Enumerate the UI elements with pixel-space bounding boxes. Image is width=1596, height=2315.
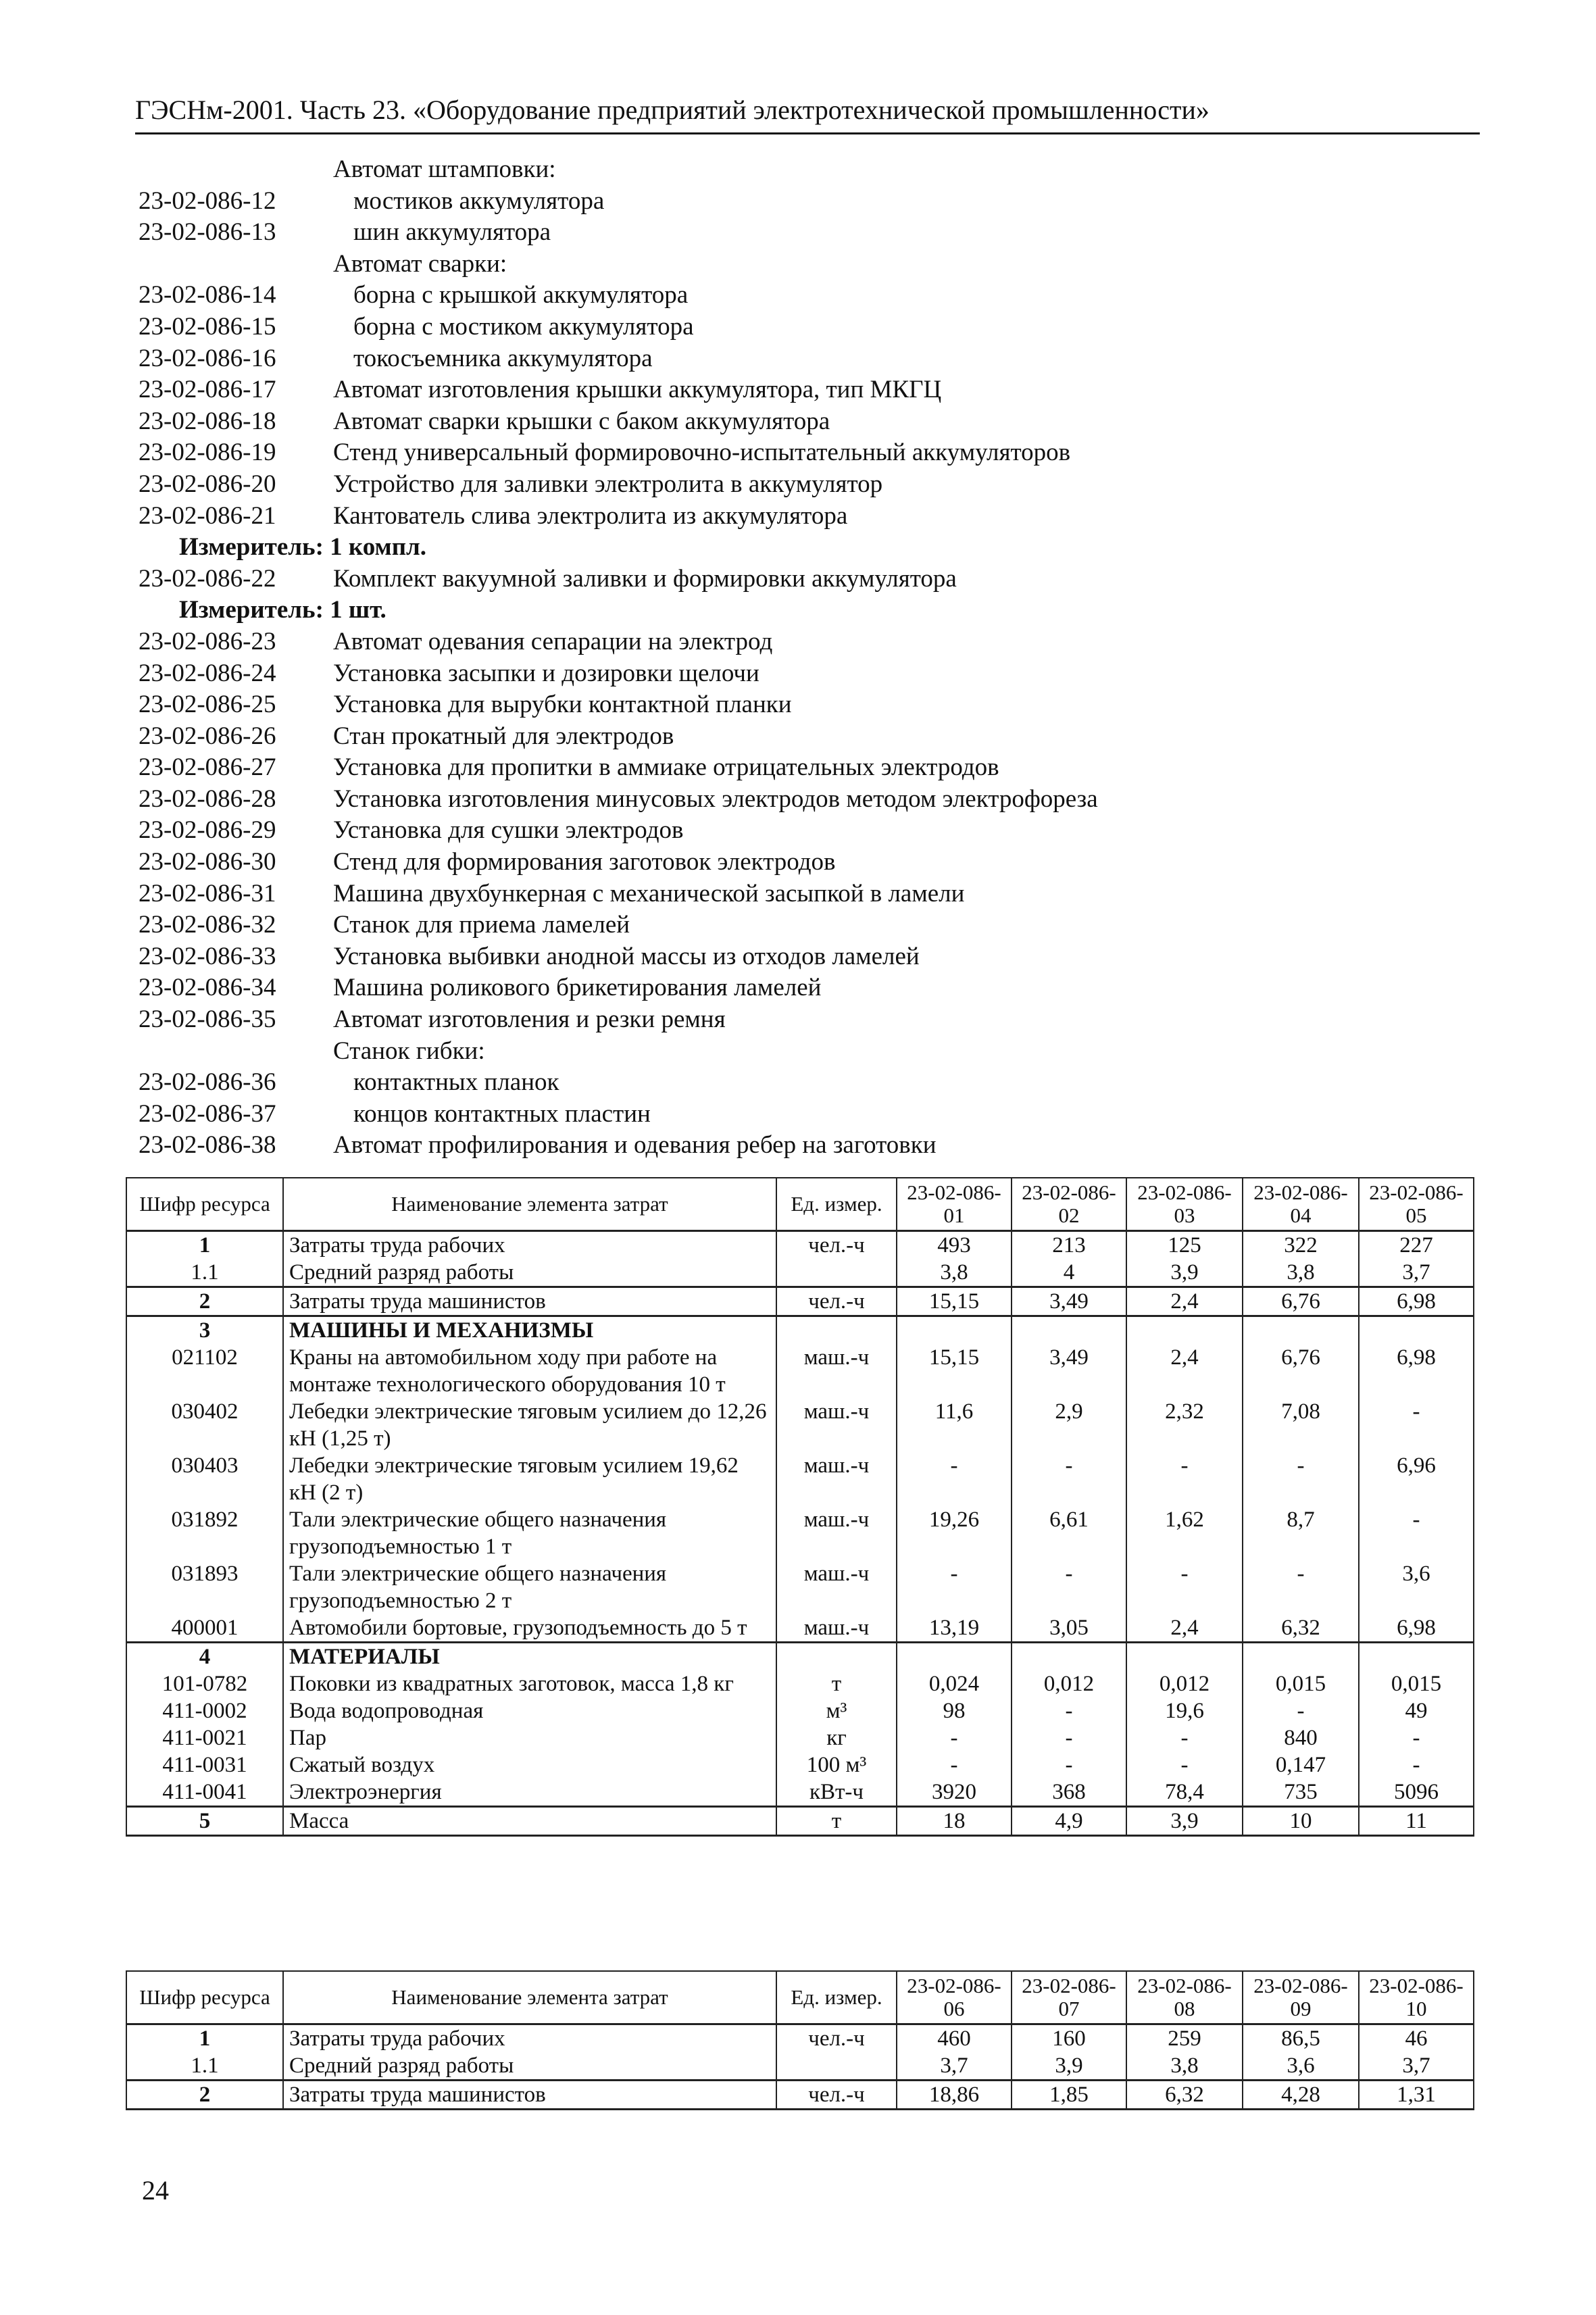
value-cell: 3,8	[1126, 2052, 1243, 2081]
code-list-item	[139, 658, 1463, 690]
code-list-item	[139, 406, 1463, 438]
item-name: Автомат сварки крышки с баком аккумулятора	[333, 407, 830, 435]
resource-code: 021102	[126, 1344, 283, 1398]
item-code: 23-02-086-21	[139, 501, 276, 530]
code-list-item	[139, 501, 1463, 532]
code-list-item	[139, 941, 1463, 973]
table-header-row	[126, 1178, 1474, 1231]
item-code: 23-02-086-20	[139, 470, 276, 498]
value-cell: -	[1012, 1560, 1126, 1614]
value-cell: -	[897, 1724, 1012, 1751]
item-name: Станок гибки:	[333, 1037, 485, 1065]
resource-name: Вода водопроводная	[283, 1697, 776, 1724]
resource-code: 031892	[126, 1506, 283, 1560]
code-list-item	[139, 1036, 1463, 1068]
code-list-item	[139, 721, 1463, 753]
item-code: 23-02-086-27	[139, 753, 276, 782]
code-list-item	[139, 374, 1463, 406]
item-name: концов контактных пластин	[353, 1099, 651, 1128]
table-row	[126, 1259, 1474, 1287]
resource-code: 411-0041	[126, 1778, 283, 1807]
value-cell	[1012, 1316, 1126, 1345]
table-row	[126, 1697, 1474, 1724]
item-code: 23-02-086-34	[139, 974, 276, 1002]
item-name: Установка выбивки анодной массы из отходов ламелей	[333, 942, 920, 970]
item-code: 23-02-086-26	[139, 722, 276, 750]
value-cell: 6,32	[1126, 2081, 1243, 2110]
value-cell: 3,9	[1012, 2052, 1126, 2081]
resource-table-1	[126, 1177, 1474, 1837]
value-cell: 6,76	[1243, 1344, 1359, 1398]
value-cell: 6,98	[1359, 1287, 1474, 1316]
code-list-item	[139, 689, 1463, 721]
table-row	[126, 1398, 1474, 1452]
item-code: 23-02-086-29	[139, 816, 276, 845]
value-cell: 840	[1243, 1724, 1359, 1751]
table-row	[126, 2052, 1474, 2081]
value-cell: 11	[1359, 1807, 1474, 1836]
value-cell: 10	[1243, 1807, 1359, 1836]
value-cell: -	[1359, 1506, 1474, 1560]
value-cell: 19,6	[1126, 1697, 1243, 1724]
value-cell: 3,05	[1012, 1614, 1126, 1643]
code-list-item	[139, 1004, 1463, 1036]
value-cell: 0,015	[1359, 1670, 1474, 1697]
value-cell: 46	[1359, 2024, 1474, 2053]
value-cell: 460	[897, 2024, 1012, 2053]
item-name: борна с мостиком аккумулятора	[353, 312, 694, 341]
resource-code: 411-0002	[126, 1697, 283, 1724]
value-cell	[1359, 1643, 1474, 1671]
resource-code: 4	[126, 1643, 283, 1671]
resource-unit: кг	[776, 1724, 897, 1751]
item-code: 23-02-086-36	[139, 1068, 276, 1097]
value-cell: -	[1359, 1398, 1474, 1452]
value-cell: -	[1012, 1697, 1126, 1724]
item-code: 23-02-086-16	[139, 344, 276, 372]
item-name: токосъемника аккумулятора	[353, 344, 653, 372]
value-cell: 0,012	[1126, 1670, 1243, 1697]
item-name: Стенд для формирования заготовок электродов	[333, 848, 836, 876]
value-cell: 3,8	[897, 1259, 1012, 1287]
value-cell: 15,15	[897, 1344, 1012, 1398]
value-cell: 18	[897, 1807, 1012, 1836]
item-name: Установка изготовления минусовых электродов методом электрофореза	[333, 785, 1098, 813]
value-cell: -	[1126, 1751, 1243, 1778]
resource-unit: маш.-ч	[776, 1452, 897, 1506]
table-row	[126, 1807, 1474, 1836]
resource-code: 2	[126, 2081, 283, 2110]
resource-code: 031893	[126, 1560, 283, 1614]
value-cell: 0,015	[1243, 1670, 1359, 1697]
table-row	[126, 2081, 1474, 2110]
header-column-code: 23-02-086-02	[1012, 1178, 1126, 1231]
value-cell: -	[897, 1452, 1012, 1506]
resource-code: 400001	[126, 1614, 283, 1643]
table-row	[126, 1724, 1474, 1751]
value-cell: 8,7	[1243, 1506, 1359, 1560]
code-list-item	[139, 1099, 1463, 1130]
item-code: 23-02-086-18	[139, 407, 276, 435]
item-name: Стенд универсальный формировочно-испытательный аккумуляторов	[333, 439, 1071, 467]
table-row	[126, 2024, 1474, 2053]
resource-name: Масса	[283, 1807, 776, 1836]
resource-name: Средний разряд работы	[283, 2052, 776, 2081]
header-unit: Ед. измер.	[776, 1178, 897, 1231]
resource-code: 411-0031	[126, 1751, 283, 1778]
code-list-item	[139, 154, 1463, 186]
value-cell: 0,012	[1012, 1670, 1126, 1697]
value-cell: -	[1126, 1560, 1243, 1614]
table-row	[126, 1316, 1474, 1345]
value-cell: 3,9	[1126, 1259, 1243, 1287]
value-cell: 4,9	[1012, 1807, 1126, 1836]
resource-unit: маш.-ч	[776, 1506, 897, 1560]
value-cell: 13,19	[897, 1614, 1012, 1643]
item-code: 23-02-086-25	[139, 691, 276, 719]
resource-table-2	[126, 1970, 1474, 2110]
item-code: 23-02-086-31	[139, 879, 276, 907]
resource-code: 1.1	[126, 1259, 283, 1287]
item-code: 23-02-086-17	[139, 376, 276, 404]
code-list-item	[139, 972, 1463, 1004]
item-name: Автомат сварки:	[333, 249, 507, 278]
value-cell	[1126, 1316, 1243, 1345]
resource-unit: чел.-ч	[776, 2081, 897, 2110]
header-unit: Ед. измер.	[776, 1971, 897, 2024]
resource-name: Затраты труда рабочих	[283, 1231, 776, 1260]
value-cell: 2,4	[1126, 1344, 1243, 1398]
table-row	[126, 1231, 1474, 1260]
value-cell: -	[897, 1560, 1012, 1614]
value-cell: 1,62	[1126, 1506, 1243, 1560]
value-cell: 213	[1012, 1231, 1126, 1260]
resource-name: Лебедки электрические тяговым усилием 19,62 кН (2 т)	[283, 1452, 776, 1506]
value-cell	[897, 1316, 1012, 1345]
resource-code: 2	[126, 1287, 283, 1316]
resource-unit: маш.-ч	[776, 1614, 897, 1643]
value-cell: 3,49	[1012, 1287, 1126, 1316]
resource-unit: маш.-ч	[776, 1560, 897, 1614]
item-name: Стан прокатный для электродов	[333, 722, 674, 750]
resource-unit: маш.-ч	[776, 1398, 897, 1452]
resource-code: 5	[126, 1807, 283, 1836]
value-cell: -	[1012, 1751, 1126, 1778]
value-cell: -	[1012, 1724, 1126, 1751]
item-code: 23-02-086-32	[139, 911, 276, 939]
value-cell: -	[1126, 1452, 1243, 1506]
resource-name: Сжатый воздух	[283, 1751, 776, 1778]
value-cell: -	[1359, 1724, 1474, 1751]
resource-code: 1	[126, 2024, 283, 2053]
table-row	[126, 1751, 1474, 1778]
item-code: 23-02-086-28	[139, 785, 276, 813]
value-cell	[1126, 1643, 1243, 1671]
item-name: Установка для сушки электродов	[333, 816, 684, 845]
resource-code: 030403	[126, 1452, 283, 1506]
resource-code: 1	[126, 1231, 283, 1260]
value-cell: 6,61	[1012, 1506, 1126, 1560]
header-code: Шифр ресурса	[126, 1971, 283, 2024]
value-cell: 78,4	[1126, 1778, 1243, 1807]
item-code: 23-02-086-14	[139, 281, 276, 309]
code-list-item	[139, 752, 1463, 784]
item-name: Установка засыпки и дозировки щелочи	[333, 659, 759, 687]
table-row	[126, 1287, 1474, 1316]
value-cell: 3,6	[1359, 1560, 1474, 1614]
resource-name: Тали электрические общего назначения грузоподъемностью 1 т	[283, 1506, 776, 1560]
header-column-code: 23-02-086-01	[897, 1178, 1012, 1231]
item-code: 23-02-086-12	[139, 186, 276, 215]
header-name: Наименование элемента затрат	[283, 1971, 776, 2024]
item-name: борна с крышкой аккумулятора	[353, 281, 689, 309]
resource-code: 1.1	[126, 2052, 283, 2081]
code-list-item	[139, 784, 1463, 816]
item-name: Устройство для заливки электролита в аккумулятор	[333, 470, 883, 498]
resource-unit	[776, 1643, 897, 1671]
item-name: Измеритель: 1 шт.	[179, 596, 386, 624]
resource-unit: т	[776, 1807, 897, 1836]
value-cell: 322	[1243, 1231, 1359, 1260]
resource-unit	[776, 1316, 897, 1345]
code-list-item	[139, 815, 1463, 847]
value-cell: 2,4	[1126, 1614, 1243, 1643]
value-cell	[1243, 1316, 1359, 1345]
value-cell: 259	[1126, 2024, 1243, 2053]
header-code: Шифр ресурса	[126, 1178, 283, 1231]
table-header-row	[126, 1971, 1474, 2024]
code-list-item	[139, 564, 1463, 595]
resource-name: Затраты труда машинистов	[283, 1287, 776, 1316]
value-cell: 4	[1012, 1259, 1126, 1287]
table-row	[126, 1614, 1474, 1643]
header-column-code: 23-02-086-05	[1359, 1178, 1474, 1231]
code-list-item	[139, 910, 1463, 941]
code-list-item	[139, 626, 1463, 658]
code-list-item	[139, 469, 1463, 501]
value-cell: 3,7	[1359, 2052, 1474, 2081]
table-row	[126, 1670, 1474, 1697]
value-cell: 49	[1359, 1697, 1474, 1724]
resource-code: 101-0782	[126, 1670, 283, 1697]
item-name: Машина двухбункерная с механической засыпкой в ламели	[333, 879, 965, 907]
resource-code: 030402	[126, 1398, 283, 1452]
resource-name: МАШИНЫ И МЕХАНИЗМЫ	[283, 1316, 776, 1345]
header-column-code: 23-02-086-10	[1359, 1971, 1474, 2024]
value-cell: 6,98	[1359, 1344, 1474, 1398]
resource-unit	[776, 2052, 897, 2081]
code-list-item	[139, 878, 1463, 910]
value-cell: 493	[897, 1231, 1012, 1260]
value-cell	[1243, 1643, 1359, 1671]
value-cell: 6,76	[1243, 1287, 1359, 1316]
code-list-item	[139, 249, 1463, 280]
table-row	[126, 1778, 1474, 1807]
code-list-item	[139, 343, 1463, 375]
value-cell: 125	[1126, 1231, 1243, 1260]
value-cell: -	[1243, 1452, 1359, 1506]
value-cell: 11,6	[897, 1398, 1012, 1452]
value-cell: -	[1243, 1697, 1359, 1724]
value-cell: 368	[1012, 1778, 1126, 1807]
item-code: 23-02-086-13	[139, 218, 276, 247]
resource-name: Затраты труда рабочих	[283, 2024, 776, 2053]
value-cell: 2,32	[1126, 1398, 1243, 1452]
resource-name: Поковки из квадратных заготовок, масса 1,8 кг	[283, 1670, 776, 1697]
code-list-item	[139, 847, 1463, 878]
item-code: 23-02-086-15	[139, 312, 276, 341]
resource-name: Средний разряд работы	[283, 1259, 776, 1287]
code-list-item	[139, 217, 1463, 249]
value-cell: -	[1126, 1724, 1243, 1751]
header-column-code: 23-02-086-09	[1243, 1971, 1359, 2024]
item-name: Комплект вакуумной заливки и формировки аккумулятора	[333, 564, 957, 593]
value-cell: 7,08	[1243, 1398, 1359, 1452]
item-name: Автомат штамповки:	[333, 155, 556, 183]
item-name: Кантователь слива электролита из аккумулятора	[333, 501, 848, 530]
value-cell: 3,49	[1012, 1344, 1126, 1398]
value-cell	[1012, 1643, 1126, 1671]
table-row	[126, 1452, 1474, 1506]
value-cell: 227	[1359, 1231, 1474, 1260]
value-cell: 3,6	[1243, 2052, 1359, 2081]
table-row	[126, 1506, 1474, 1560]
value-cell: 5096	[1359, 1778, 1474, 1807]
resource-name: Лебедки электрические тяговым усилием до 12,26 кН (1,25 т)	[283, 1398, 776, 1452]
code-list-item	[139, 1130, 1463, 1162]
item-name: Установка для пропитки в аммиаке отрицательных электродов	[333, 753, 999, 782]
value-cell: 6,32	[1243, 1614, 1359, 1643]
item-code: 23-02-086-19	[139, 439, 276, 467]
resource-unit: кВт-ч	[776, 1778, 897, 1807]
item-code: 23-02-086-30	[139, 848, 276, 876]
resource-name: Краны на автомобильном ходу при работе на монтаже технологического оборудования 10 т	[283, 1344, 776, 1398]
item-name: шин аккумулятора	[353, 218, 551, 247]
resource-unit	[776, 1259, 897, 1287]
resource-name: Электроэнергия	[283, 1778, 776, 1807]
resource-unit: чел.-ч	[776, 1231, 897, 1260]
measure-label	[139, 595, 1463, 626]
item-name: Автомат изготовления и резки ремня	[333, 1005, 726, 1034]
item-name: Автомат профилирования и одевания ребер на заготовки	[333, 1131, 937, 1160]
value-cell: 18,86	[897, 2081, 1012, 2110]
value-cell: -	[1012, 1452, 1126, 1506]
value-cell: 3920	[897, 1778, 1012, 1807]
code-list-item	[139, 312, 1463, 343]
item-name: контактных планок	[353, 1068, 559, 1097]
resource-unit: м³	[776, 1697, 897, 1724]
header-column-code: 23-02-086-07	[1012, 1971, 1126, 2024]
resource-name: Пар	[283, 1724, 776, 1751]
resource-name: МАТЕРИАЛЫ	[283, 1643, 776, 1671]
value-cell: 3,8	[1243, 1259, 1359, 1287]
resource-name: Затраты труда машинистов	[283, 2081, 776, 2110]
value-cell: 2,9	[1012, 1398, 1126, 1452]
value-cell: -	[1359, 1751, 1474, 1778]
measure-label	[139, 532, 1463, 564]
code-list-item	[139, 1067, 1463, 1099]
page-header: ГЭСНм-2001. Часть 23. «Оборудование предприятий электротехнической промышленности»	[135, 93, 1480, 134]
value-cell: 86,5	[1243, 2024, 1359, 2053]
header-column-code: 23-02-086-03	[1126, 1178, 1243, 1231]
value-cell: 0,147	[1243, 1751, 1359, 1778]
item-code: 23-02-086-37	[139, 1099, 276, 1128]
item-code: 23-02-086-35	[139, 1005, 276, 1034]
resource-unit: т	[776, 1670, 897, 1697]
resource-name: Автомобили бортовые, грузоподъемность до 5 т	[283, 1614, 776, 1643]
code-list-item	[139, 280, 1463, 312]
page-number: 24	[142, 2175, 169, 2206]
item-code: 23-02-086-23	[139, 627, 276, 655]
item-code: 23-02-086-33	[139, 942, 276, 970]
value-cell: 1,85	[1012, 2081, 1126, 2110]
resource-name: Тали электрические общего назначения грузоподъемностью 2 т	[283, 1560, 776, 1614]
value-cell: 735	[1243, 1778, 1359, 1807]
value-cell: 6,96	[1359, 1452, 1474, 1506]
resource-code: 3	[126, 1316, 283, 1345]
value-cell: 0,024	[897, 1670, 1012, 1697]
resource-unit: чел.-ч	[776, 1287, 897, 1316]
table-row	[126, 1560, 1474, 1614]
item-code: 23-02-086-24	[139, 659, 276, 687]
value-cell: 160	[1012, 2024, 1126, 2053]
item-name: Станок для приема ламелей	[333, 911, 630, 939]
item-name: Автомат одевания сепарации на электрод	[333, 627, 773, 655]
header-column-code: 23-02-086-08	[1126, 1971, 1243, 2024]
resource-unit: чел.-ч	[776, 2024, 897, 2053]
header-column-code: 23-02-086-06	[897, 1971, 1012, 2024]
item-name: Измеритель: 1 компл.	[179, 533, 427, 562]
value-cell: 15,15	[897, 1287, 1012, 1316]
value-cell: 3,7	[1359, 1259, 1474, 1287]
value-cell: 3,9	[1126, 1807, 1243, 1836]
value-cell: 1,31	[1359, 2081, 1474, 2110]
item-name: мостиков аккумулятора	[353, 186, 605, 215]
value-cell	[897, 1643, 1012, 1671]
value-cell: -	[1243, 1560, 1359, 1614]
resource-unit: маш.-ч	[776, 1344, 897, 1398]
value-cell: 19,26	[897, 1506, 1012, 1560]
code-list-item	[139, 437, 1463, 469]
value-cell: 3,7	[897, 2052, 1012, 2081]
value-cell: 98	[897, 1697, 1012, 1724]
header-name: Наименование элемента затрат	[283, 1178, 776, 1231]
header-column-code: 23-02-086-04	[1243, 1178, 1359, 1231]
value-cell	[1359, 1316, 1474, 1345]
item-code: 23-02-086-38	[139, 1131, 276, 1160]
item-code: 23-02-086-22	[139, 564, 276, 593]
table-row	[126, 1344, 1474, 1398]
code-list-item	[139, 186, 1463, 218]
item-name: Установка для вырубки контактной планки	[333, 691, 792, 719]
resource-code: 411-0021	[126, 1724, 283, 1751]
item-name: Автомат изготовления крышки аккумулятора, тип МКГЦ	[333, 376, 942, 404]
value-cell: 6,98	[1359, 1614, 1474, 1643]
resource-unit: 100 м³	[776, 1751, 897, 1778]
value-cell: 2,4	[1126, 1287, 1243, 1316]
value-cell: 4,28	[1243, 2081, 1359, 2110]
item-name: Машина роликового брикетирования ламелей	[333, 974, 822, 1002]
value-cell: -	[897, 1751, 1012, 1778]
table-row	[126, 1643, 1474, 1671]
code-list	[139, 154, 1463, 1162]
